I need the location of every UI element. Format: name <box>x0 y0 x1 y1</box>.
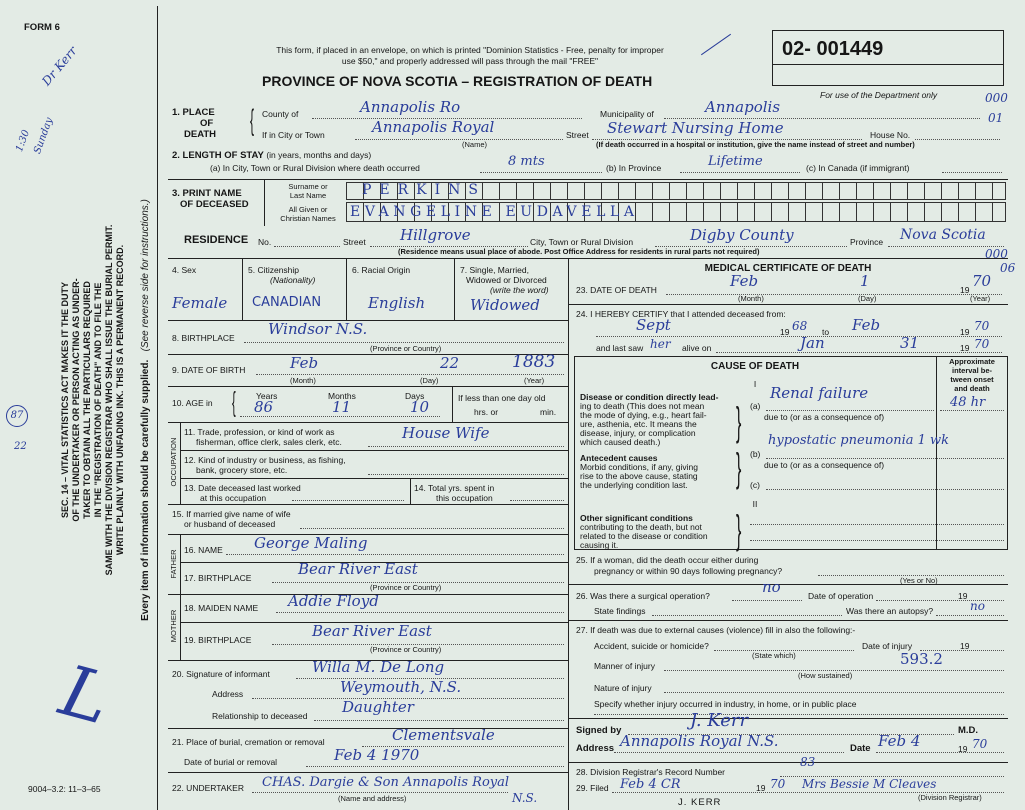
sex-value: Female <box>172 294 228 312</box>
disease-label-3: the mode of dying, e.g., heart fail- <box>580 410 707 420</box>
maiden-label: 18. MAIDEN NAME <box>184 603 259 613</box>
cause-b-line <box>766 458 1004 459</box>
mother-birthplace-caption: (Province or Country) <box>370 645 442 654</box>
medical-title: MEDICAL CERTIFICATE OF DEATH <box>704 263 872 274</box>
accident-label: Accident, suicide or homicide? <box>594 641 709 651</box>
stay-label: 2. LENGTH OF STAY (in years, months and days) <box>172 150 372 161</box>
other-line-1 <box>750 524 1004 525</box>
disease-label-2: ing to death (This does not mean <box>580 401 705 411</box>
from-year-prefix: 19 <box>780 327 790 337</box>
woman-label-1: 25. If a woman, did the death occur either during <box>576 555 759 565</box>
autopsy-line <box>936 615 1004 616</box>
stay-c-line <box>942 172 1002 173</box>
injury-date-label: Date of injury <box>862 641 913 651</box>
certify-label: 24. I HEREBY CERTIFY that I attended deceased from: <box>576 309 786 319</box>
place-label-2: OF <box>200 118 214 129</box>
trade-label-2: fisherman, office clerk, sales clerk, etc. <box>196 437 342 447</box>
med-divider-26 <box>568 584 1008 585</box>
age-brace: { <box>232 386 236 417</box>
reg-box-divider <box>772 64 1004 65</box>
death-date-line <box>666 294 1002 295</box>
sig-address-value: Annapolis Royal N.S. <box>620 732 779 750</box>
burial-place-label: 21. Place of burial, cremation or removal <box>172 737 325 747</box>
supply-note: Every item of information should be carefully supplied. (See reverse side for instructions.) <box>140 199 151 621</box>
birthplace-line <box>244 342 564 343</box>
residence-province-label: Province <box>850 237 884 247</box>
residence-city-value: Digby County <box>690 226 794 244</box>
section-divider-2 <box>168 258 1008 259</box>
part-2-label: II <box>752 499 758 509</box>
alive-month: Jan <box>800 334 825 352</box>
given-label-2: Christian Names <box>280 214 336 223</box>
city-value: Annapolis Royal <box>372 118 495 136</box>
age-months-value: 11 <box>332 398 352 416</box>
margin-note-initial: L <box>52 649 119 741</box>
manner-label: Manner of injury <box>594 661 655 671</box>
undertaker-value-2: N.S. <box>512 791 538 805</box>
filed-label: 29. Filed <box>576 783 609 793</box>
part-1-label: I <box>753 379 757 389</box>
stay-b-label: (b) In Province <box>606 163 662 173</box>
registrar-signature: Mrs Bessie M Cleaves <box>802 777 937 791</box>
row-divider-12 <box>180 450 568 451</box>
name-label-1: 3. PRINT NAME <box>172 188 242 199</box>
city-label: If in City or Town <box>262 130 325 140</box>
to-year-prefix: 19 <box>960 327 970 337</box>
dob-line <box>256 374 564 375</box>
residence-street-label: Street <box>343 237 366 247</box>
total-years-line <box>510 500 564 501</box>
to-year: 70 <box>974 319 990 333</box>
op-date-label: Date of operation <box>808 591 874 601</box>
findings-line <box>652 615 842 616</box>
alive-on-label: alive on <box>682 343 712 353</box>
interval-label-2: interval be- <box>951 366 992 375</box>
col-4-5-divider <box>242 258 243 320</box>
informant-address-value: Weymouth, N.S. <box>340 678 462 696</box>
cause-a-marker: (a) <box>750 401 761 411</box>
margin-note-day: Sunday <box>32 116 56 156</box>
citizenship-sub: (Nationality) <box>270 275 316 285</box>
filed-year-prefix: 19 <box>756 783 766 793</box>
autopsy-value: no <box>970 599 985 613</box>
record-value: 83 <box>800 755 816 769</box>
stay-b-line <box>680 172 800 173</box>
county-label: County of <box>262 109 299 119</box>
spouse-line <box>300 528 564 529</box>
med-divider-24 <box>568 304 1008 305</box>
residence-no-line <box>274 246 340 247</box>
sex-label: 4. Sex <box>172 265 197 275</box>
cause-c-line <box>766 489 1004 490</box>
dob-month-caption: (Month) <box>290 376 316 385</box>
mother-side-label: MOTHER <box>169 609 178 643</box>
dept-code-1: 000 <box>985 91 1008 105</box>
residence-city-label: City, Town or Rural Division <box>530 237 634 247</box>
column-divider <box>568 258 569 810</box>
marital-label-2: Widowed or Divorced <box>466 275 547 285</box>
margin-note-number: 22 <box>14 441 27 452</box>
age-years-value: 86 <box>254 398 274 416</box>
burial-date-line <box>306 766 564 767</box>
father-name-value: George Maling <box>254 534 368 552</box>
form-code: 9004–3.2: 11–3–65 <box>28 784 101 794</box>
surgery-label: 26. Was there a surgical operation? <box>576 591 710 601</box>
dept-code-3: 000 <box>985 247 1008 261</box>
row-divider-11 <box>168 422 568 423</box>
occupation-side-label: OCCUPATION <box>169 437 178 487</box>
city-line <box>355 139 563 140</box>
alive-year-prefix: 19 <box>960 343 970 353</box>
interval-a-line <box>940 410 1004 411</box>
form-left-border <box>157 6 158 810</box>
death-day: 1 <box>860 272 870 290</box>
sig-date-line <box>876 752 1004 753</box>
other-line-2 <box>750 540 1004 541</box>
dob-month: Feb <box>290 354 319 372</box>
stay-a-line <box>480 172 602 173</box>
med-divider-28 <box>568 762 1008 763</box>
from-year: 68 <box>792 319 808 333</box>
birthplace-caption: (Province or Country) <box>370 344 442 353</box>
death-month-caption: (Month) <box>738 294 764 303</box>
occupation-side-divider <box>180 422 181 504</box>
md-label: M.D. <box>958 725 979 736</box>
burial-date-label: Date of burial or removal <box>184 757 278 767</box>
residence-province-line <box>888 246 1004 247</box>
trade-label-1: 11. Trade, profession, or kind of work as <box>184 427 335 437</box>
other-label-4: causing it. <box>580 540 619 550</box>
undertaker-line <box>252 792 508 793</box>
death-day-caption: (Day) <box>858 294 877 303</box>
section-divider-1 <box>168 179 1008 180</box>
informant-relation-value: Daughter <box>342 698 414 716</box>
municipality-label: Municipality of <box>600 109 654 119</box>
nature-line <box>664 692 1004 693</box>
residence-note: (Residence means usual place of abode. Post Office Address for residents in rural parts not required) <box>398 247 760 256</box>
form-number: FORM 6 <box>24 22 60 33</box>
signed-value: J. Kerr <box>690 710 749 731</box>
surname-label-2: Last Name <box>289 191 327 200</box>
total-years-label-1: 14. Total yrs. spent in <box>414 483 495 493</box>
filed-year: 70 <box>770 777 786 791</box>
house-label: House No. <box>870 130 911 140</box>
trade-line <box>368 446 564 447</box>
father-name-label: 16. NAME <box>184 545 223 555</box>
given-label-1: All Given or <box>288 205 328 214</box>
dob-year: 1883 <box>512 352 556 372</box>
due-to-a: due to (or as a consequence of) <box>764 412 885 422</box>
house-line <box>915 139 1000 140</box>
street-value: Stewart Nursing Home <box>607 119 784 137</box>
spouse-label-2: or husband of deceased <box>184 519 276 529</box>
spouse-label-1: 15. If married give name of wife <box>172 509 291 519</box>
mail-notice-1: This form, if placed in an envelope, on which is printed "Dominion Statistics - Free, penalty for improper <box>276 45 664 55</box>
alive-day: 31 <box>900 334 920 352</box>
interval-label-3: tween onset <box>950 375 994 384</box>
signed-label: Signed by <box>576 725 622 736</box>
surname-value: PERKINS <box>362 182 487 198</box>
age-hrs-label: hrs. or <box>474 407 499 417</box>
last-worked-line <box>292 500 404 501</box>
age-years-label: Years <box>256 391 278 401</box>
interval-a-value: 48 hr <box>950 395 986 410</box>
kerr-stamp: J. KERR <box>678 797 722 808</box>
cause-c-marker: (c) <box>750 480 760 490</box>
row-divider-10 <box>168 386 568 387</box>
row-divider-21 <box>168 728 568 729</box>
mother-birthplace-value: Bear River East <box>312 622 432 640</box>
dept-code-4: 06 <box>1000 261 1016 275</box>
industry-label-2: bank, grocery store, etc. <box>196 465 288 475</box>
informant-relation-label: Relationship to deceased <box>212 711 308 721</box>
parents-side-divider <box>180 534 181 660</box>
registrar-caption: (Division Registrar) <box>918 793 982 802</box>
from-month: Sept <box>636 316 671 334</box>
alive-line <box>716 352 1002 353</box>
death-year-caption: (Year) <box>970 294 991 303</box>
disease-label-5: disease, injury, or complication <box>580 428 696 438</box>
row-divider-13 <box>180 478 568 479</box>
statute-text: SEC. 14 – VITAL STATISTICS ACT MAKES IT THE DUTY OF THE UNDERTAKER OR PERSON ACTING AS UNDER- TAKER TO OBTAIN ALL THE PARTICULARS REQUIRED IN THE "REGISTRATION OF DEATH" AND TO FILE THE SAME WITH THE DIVISION REGISTRAR WHO SHALL ISSUE THE BURIAL PERMIT. WRITE PLAINLY WITH UNFADING INK. THIS IS A PERMANENT RECORD. <box>60 224 125 576</box>
row-divider-16 <box>168 534 568 535</box>
residence-province-value: Nova Scotia <box>900 227 986 243</box>
age-line <box>240 416 440 417</box>
cause-b-value: hypostatic pneumonia 1 wk <box>768 433 950 448</box>
racial-label: 6. Racial Origin <box>352 265 411 275</box>
dob-day-caption: (Day) <box>420 376 439 385</box>
cause-title: CAUSE OF DEATH <box>710 361 800 372</box>
dept-code-2: 01 <box>988 111 1004 125</box>
burial-place-value: Clementsvale <box>392 726 495 744</box>
due-to-b: due to (or as a consequence of) <box>764 460 885 470</box>
stay-a-label: (a) In City, Town or Rural Division where death occurred <box>210 163 420 173</box>
other-label-2: contributing to the death, but not <box>580 522 702 532</box>
op-date-prefix: 19 <box>958 591 968 601</box>
industry-injury-line <box>594 714 1004 715</box>
registration-number: 02- 001449 <box>782 38 884 60</box>
other-label-3: related to the disease or condition <box>580 531 708 541</box>
antecedent-label-3: rise to the above cause, stating <box>580 471 698 481</box>
antecedent-label-2: Morbid conditions, if any, giving <box>580 462 698 472</box>
filed-value: Feb 4 CR <box>620 777 681 792</box>
other-brace: } <box>736 508 742 552</box>
age-min-label: min. <box>540 407 557 417</box>
to-month: Feb <box>852 316 881 334</box>
antecedent-brace: } <box>736 446 742 490</box>
racial-value: English <box>368 294 426 312</box>
interval-label-1: Approximate <box>949 357 995 366</box>
mail-notice-2: use $50," and properly addressed will pass through the mail "FREE" <box>341 56 599 66</box>
citizenship-value: CANADIAN <box>252 295 322 310</box>
street-label: Street <box>566 130 589 140</box>
name-label-2: OF DECEASED <box>180 199 249 210</box>
total-years-label-2: this occupation <box>436 493 493 503</box>
given-value: EVANGELINE EUDAVELLA <box>350 204 639 220</box>
dob-year-caption: (Year) <box>524 376 545 385</box>
mother-birthplace-label: 19. BIRTHPLACE <box>184 635 252 645</box>
record-label: 28. Division Registrar's Record Number <box>576 767 726 777</box>
undertaker-label: 22. UNDERTAKER <box>172 783 244 793</box>
findings-label: State findings <box>594 606 646 616</box>
death-month: Feb <box>730 272 759 290</box>
county-value: Annapolis Ro <box>360 98 461 116</box>
age-months-label: Months <box>328 391 356 401</box>
cause-a-line <box>766 410 934 411</box>
sig-date-year: 70 <box>972 737 988 751</box>
father-birthplace-value: Bear River East <box>298 560 418 578</box>
informant-sig-label: 20. Signature of informant <box>172 669 270 679</box>
burial-date-value: Feb 4 1970 <box>334 746 420 764</box>
surgery-value: no <box>762 578 781 596</box>
cause-a-value: Renal failure <box>770 384 869 402</box>
death-year-prefix: 19 <box>960 285 970 295</box>
undertaker-value: CHAS. Dargie & Son Annapolis Royal <box>262 775 510 790</box>
stay-a-value: 8 mts <box>508 154 545 169</box>
sig-date-value: Feb 4 <box>878 732 921 750</box>
municipality-value: Annapolis <box>705 98 781 116</box>
woman-label-2: pregnancy or within 90 days following pregnancy? <box>594 566 783 576</box>
sig-date-prefix: 19 <box>958 744 968 754</box>
how-sustained-caption: (How sustained) <box>798 671 853 680</box>
age-days-value: 10 <box>410 398 430 416</box>
father-birthplace-caption: (Province or Country) <box>370 583 442 592</box>
marital-value: Widowed <box>470 296 540 314</box>
residence-street-value: Hillgrove <box>400 226 471 244</box>
last-worked-label-1: 13. Date deceased last worked <box>184 483 301 493</box>
death-year: 70 <box>972 272 992 290</box>
col-6-7-divider <box>454 258 455 320</box>
name-caption: (Name) <box>462 140 488 149</box>
father-birthplace-label: 17. BIRTHPLACE <box>184 573 252 583</box>
informant-sig-value: Willa M. De Long <box>312 658 445 676</box>
dob-day: 22 <box>440 354 460 372</box>
manner-code: 593.2 <box>900 650 943 668</box>
state-which-caption: (State which) <box>752 651 796 660</box>
antecedent-label-4: the underlying condition last. <box>580 480 688 490</box>
birthplace-value: Windsor N.S. <box>268 320 368 338</box>
surgery-line <box>732 600 802 601</box>
death-date-label: 23. DATE OF DEATH <box>576 285 657 295</box>
col-5-6-divider <box>346 258 347 320</box>
disease-label-1: Disease or condition directly lead- <box>580 392 719 402</box>
trade-value: House Wife <box>402 424 490 442</box>
industry-line <box>368 474 564 475</box>
last-worked-label-2: at this occupation <box>200 493 267 503</box>
industry-injury-label: Specify whether injury occurred in industry, in home, or in public place <box>594 699 857 709</box>
margin-note-time: 1:30 <box>14 128 33 154</box>
row-divider-8 <box>168 320 568 321</box>
marital-label-3: (write the word) <box>490 285 549 295</box>
dob-label: 9. DATE OF BIRTH <box>172 365 246 375</box>
father-side-label: FATHER <box>169 549 178 579</box>
age-days-label: Days <box>405 391 425 401</box>
maiden-value: Addie Floyd <box>288 592 379 610</box>
father-name-line <box>226 554 564 555</box>
maiden-line <box>276 612 564 613</box>
occupation-inner-divider <box>410 478 411 504</box>
disease-brace: } <box>736 400 742 444</box>
industry-label-1: 12. Kind of industry or business, as fishing, <box>184 455 346 465</box>
disease-label-6: which caused death.) <box>580 437 661 447</box>
nature-label: Nature of injury <box>594 683 652 693</box>
med-divider-27 <box>568 620 1008 621</box>
age-label: 10. AGE in <box>172 398 213 408</box>
hospital-note: (If death occurred in a hospital or institution, give the name instead of street and number) <box>596 140 915 149</box>
row-divider-22 <box>168 772 568 773</box>
undertaker-caption: (Name and address) <box>338 794 407 803</box>
residence-no-label: No. <box>258 237 272 247</box>
med-divider-sign <box>568 718 1008 719</box>
citizenship-label: 5. Citizenship <box>248 265 300 275</box>
sig-address-label: Address <box>576 743 615 754</box>
other-label-1: Other significant conditions <box>580 513 693 523</box>
place-brace: { <box>250 104 255 137</box>
autopsy-label: Was there an autopsy? <box>846 606 934 616</box>
stay-c-label: (c) In Canada (if immigrant) <box>806 163 910 173</box>
surname-label-1: Surname or <box>288 182 328 191</box>
alive-year: 70 <box>974 337 990 351</box>
sig-date-label: Date <box>850 743 871 754</box>
place-label-3: DEATH <box>184 129 217 140</box>
injury-date-prefix: 19 <box>960 641 970 651</box>
last-saw-label: and last saw <box>596 343 644 353</box>
name-divider <box>264 180 265 226</box>
informant-address-label: Address <box>212 689 244 699</box>
sig-address-line <box>614 752 844 753</box>
stay-b-value: Lifetime <box>708 154 763 169</box>
marital-label-1: 7. Single, Married, <box>460 265 529 275</box>
age-divider <box>452 386 453 422</box>
row-divider-9 <box>168 354 568 355</box>
dept-use-label: For use of the Department only <box>820 90 938 100</box>
last-saw-who: her <box>650 337 671 351</box>
margin-note-dr-kerr: Dr Kerr <box>39 43 80 89</box>
birthplace-label: 8. BIRTHPLACE <box>172 333 235 343</box>
interval-label-4: and death <box>954 384 990 393</box>
place-label-1: 1. PLACE <box>172 107 215 118</box>
antecedent-label-1: Antecedent causes <box>580 453 658 463</box>
informant-relation-line <box>314 720 564 721</box>
yes-no-caption: (Yes or No) <box>900 576 938 585</box>
disease-label-4: ure, asthenia, etc. It means the <box>580 419 697 429</box>
form-title: PROVINCE OF NOVA SCOTIA – REGISTRATION OF DEATH <box>262 73 653 89</box>
to-label: to <box>822 327 830 337</box>
residence-label: RESIDENCE <box>184 234 249 246</box>
margin-note-circled: 87 <box>6 405 28 427</box>
external-label: 27. If death was due to external causes (violence) fill in also the following:- <box>576 625 856 635</box>
age-under-label: If less than one day old <box>458 393 546 403</box>
row-divider-15 <box>168 504 568 505</box>
cause-b-marker: (b) <box>750 449 761 459</box>
